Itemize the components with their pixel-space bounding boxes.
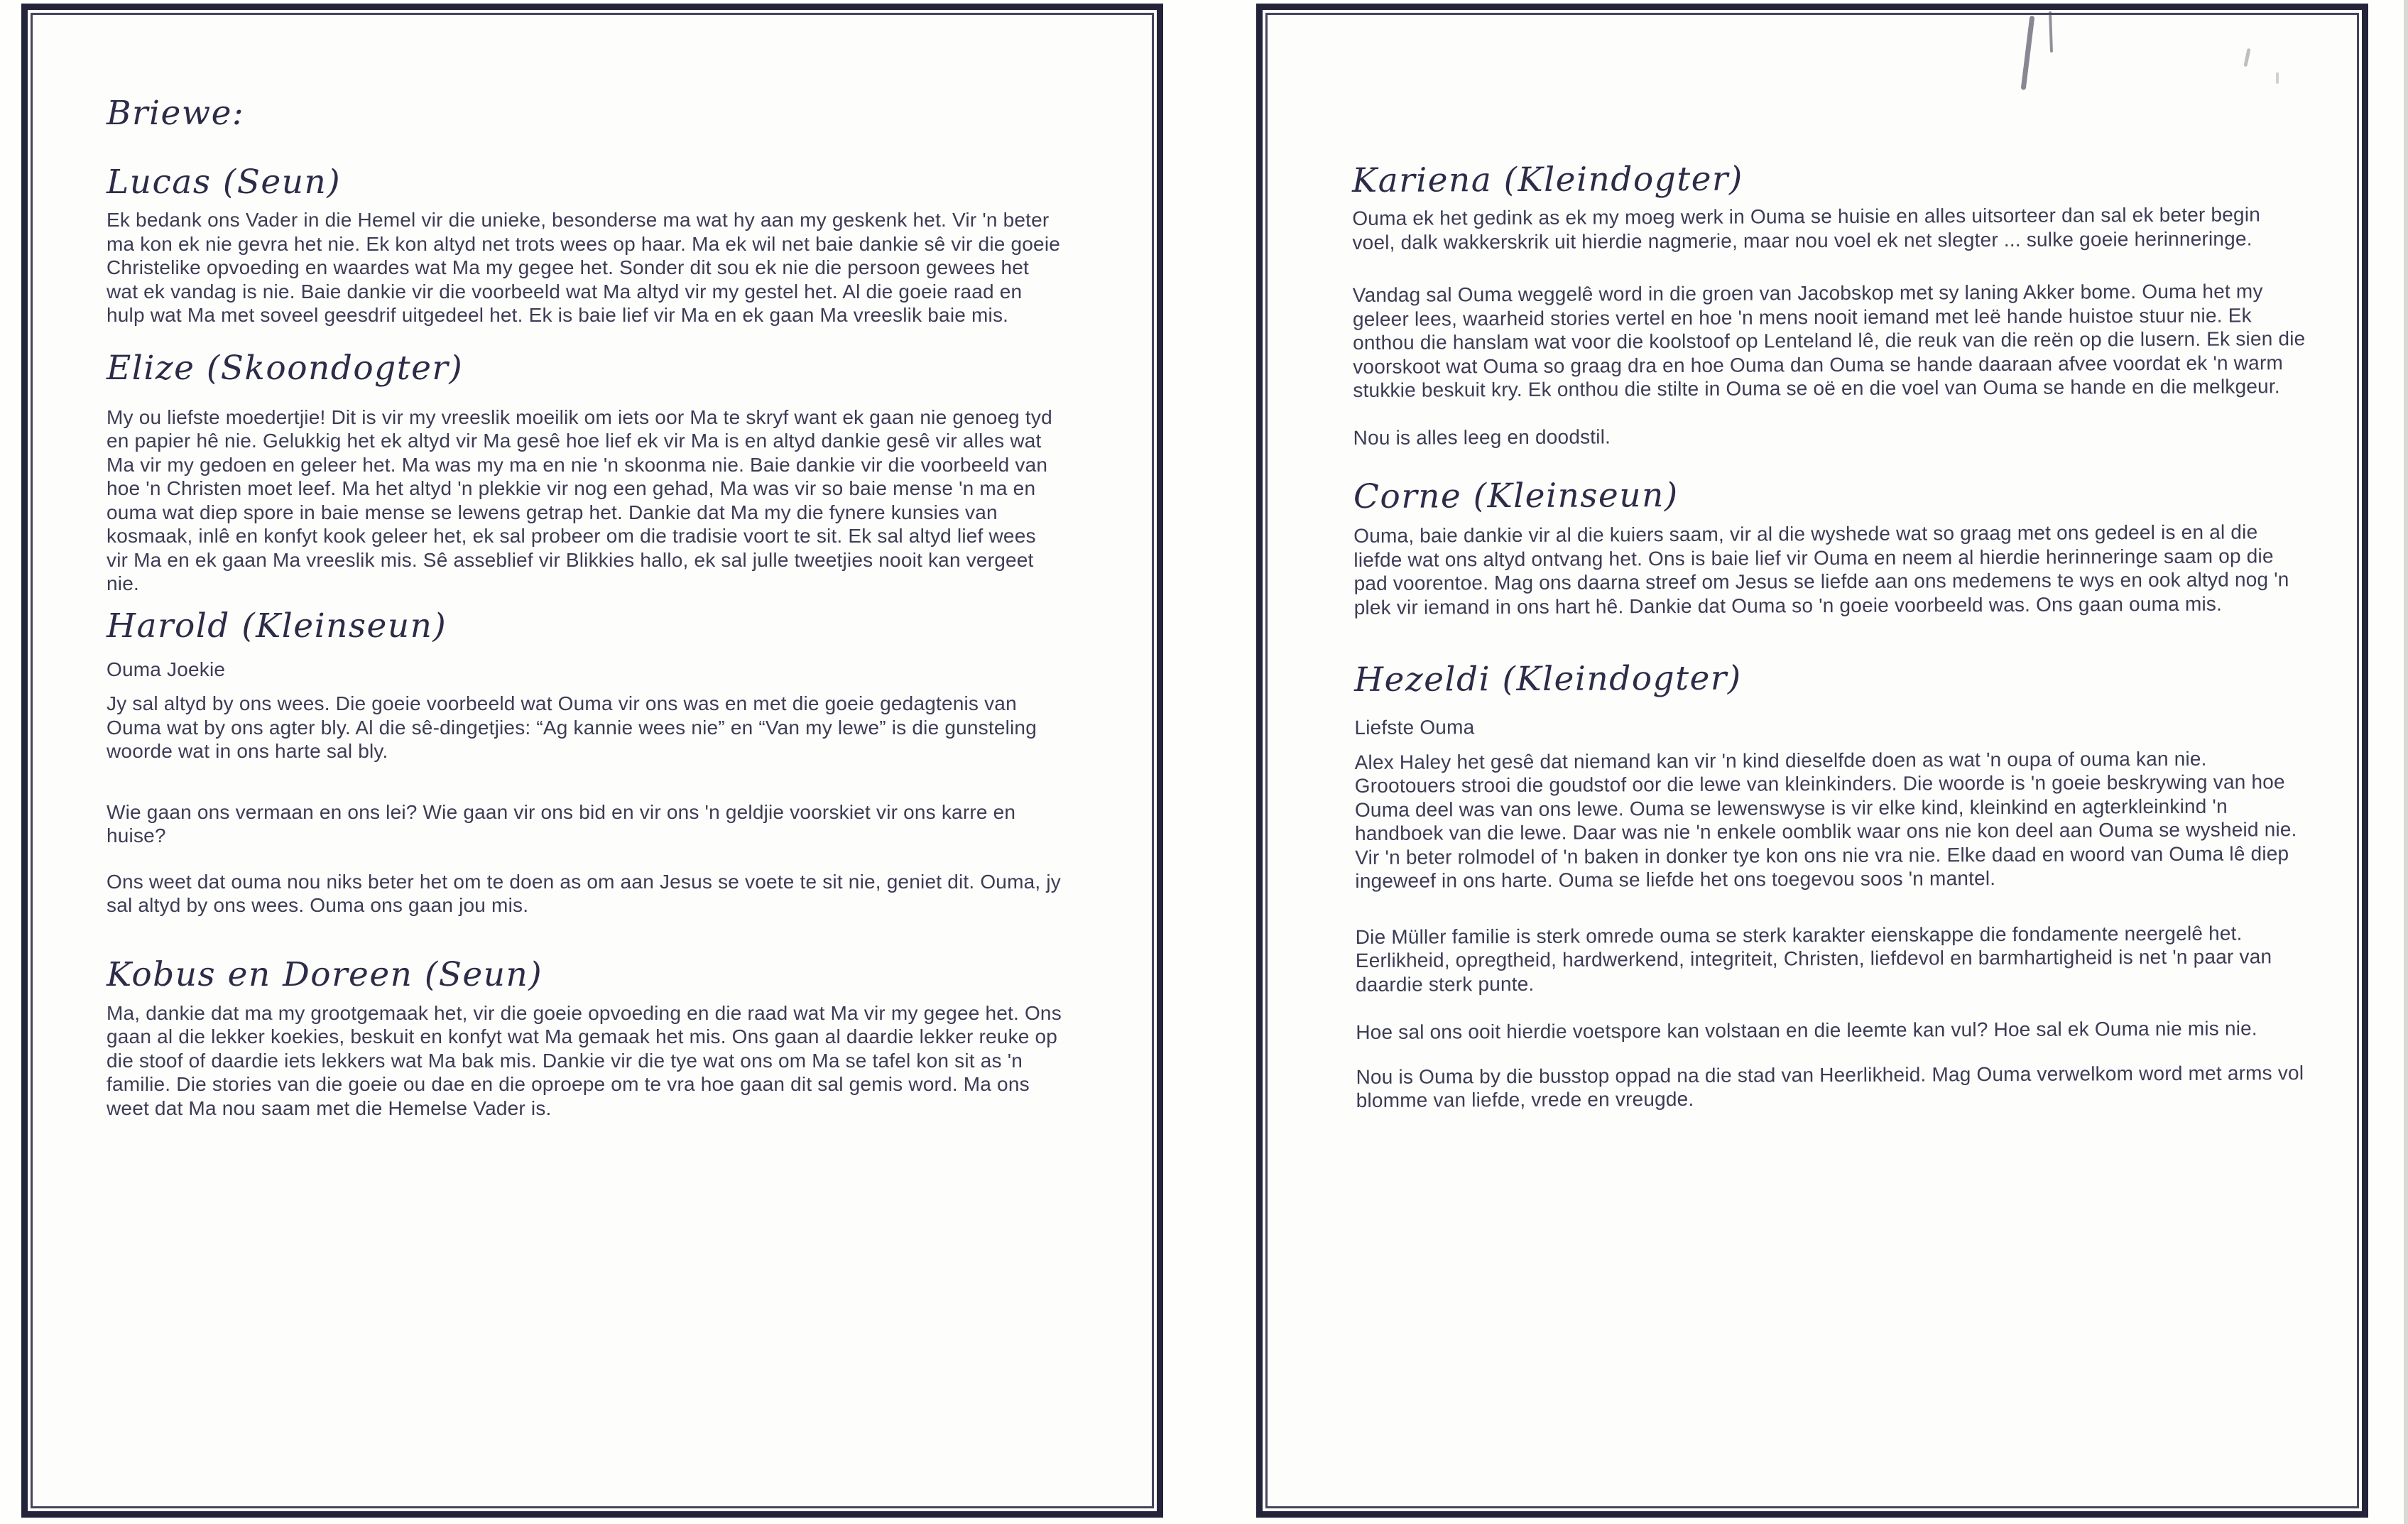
paragraph: Ouma ek het gedink as ek my moeg werk in Ouma se huisie en alles uitsorteer dan sal ek beter begin voel, dalk wakkerskrik uit hierdie nagmerie, maar nou voel ek net slegter ... sulke goeie herinneringe. (1352, 203, 2261, 254)
section-heading-kobus-doreen: Kobus en Doreen (Seun) (107, 954, 543, 994)
section-heading-harold: Harold (Kleinseun) (107, 606, 447, 646)
section-heading-elize: Elize (Skoondogter) (107, 348, 464, 388)
page-left (21, 4, 1163, 1518)
section-heading-lucas: Lucas (Seun) (107, 163, 342, 202)
paragraph: Vandag sal Ouma weggelê word in die groen van Jacobskop met sy laning Akker bome. Ouma het my geleer lees, waarheid stories vertel en hoe 'n mens nooit iemand met leë hande huistoe stuur nie. Ek onthou die hanslam wat voor die koolstoof op Lenteland lê, die reuk van die reën op die lusern. Ek sien die voorskoot wat Ouma so graag dra en hoe Ouma dan Ouma se hande daaraan afvee voordat ek 'n warm stukkie beskuit kry. Ek onthou die stilte in Ouma se oë en die voel van Ouma se hande en die melkgeur. (1352, 280, 2306, 401)
paragraph: Ek bedank ons Vader in die Hemel vir die unieke, besonderse ma wat hy aan my geskenk het. Vir 'n beter ma kon ek nie gevra het nie. Ek kon altyd net trots wees op haar. Ma ek wil net baie dankie sê vir die goeie Christelike opvoeding en waardes wat Ma my gegee het. Sonder dit sou ek nie die persoon gewees het wat ek vandag is nie. Baie dankie vir die voorbeeld wat Ma altyd vir my gestel het. Al die goeie raad en hulp wat Ma met soveel geesdrif uitgedeel het. Ek is baie lief vir Ma en ek gaan Ma vreeslik baie mis. (107, 209, 1061, 326)
paragraph: My ou liefste moedertjie! Dit is vir my vreeslik moeilik om iets oor Ma te skryf want ek gaan nie genoeg tyd en papier hê nie. Gelukkig het ek altyd vir Ma gesê hoe lief ek vir Ma is en altyd dankie gesê vir alles wat Ma vir my gedoen en geleer het. Ma was my ma en nie 'n skoonma nie. Baie dankie vir die voorbeeld van hoe 'n Christen moet leef. Ma het altyd 'n plekkie vir nog een gehad, Ma was vir so baie mense 'n ma en ouma wat diep spore in baie mense se lewens getrap het. Dankie dat Ma my die fynere kunsies van kosmaak, inlê en konfyt kook geleer het, ek sal probeer om die tradisie voort te sit. Ek sal altyd lief wees vir Ma en ek gaan Ma vreeslik mis. Sê asseblief vir Blikkies hallo, ek sal julle tweetjies nooit kan vergeet nie. (107, 406, 1052, 594)
page-right (1256, 4, 2368, 1518)
salutation: Liefste Ouma (1354, 716, 1475, 739)
paragraph: Nou is Ouma by die busstop oppad na die stad van Heerlikheid. Mag Ouma verwelkom word met arms vol blomme van liefde, vrede en vreugde. (1356, 1061, 2304, 1111)
salutation: Ouma Joekie (107, 658, 226, 680)
ink-smudge (2276, 72, 2279, 84)
paragraph: Die Müller familie is sterk omrede ouma se sterk karakter eienskappe die fondamente neergelê het. Eerlikheid, opregtheid, hardwerkend, integriteit, Christen, liefdevol en barmhartigheid is net 'n paar van daardie sterk punte. (1355, 922, 2272, 996)
paragraph: Hoe sal ons ooit hierdie voetspore kan volstaan en die leemte kan vul? Hoe sal ek Ouma nie mis nie. (1356, 1017, 2257, 1043)
paragraph: Nou is alles leeg en doodstil. (1353, 425, 1611, 449)
letters-title: Briewe: (107, 94, 245, 133)
paragraph: Alex Haley het gesê dat niemand kan vir 'n kind dieselfde doen as wat 'n oupa of ouma kan nie. Grootouers strooi die goudstof oor die lewe van kleinkinders. Die woorde is 'n goeie beskrywing van hoe Ouma deel was van ons lewe. Ouma se lewenswyse is vir elke kind, kleinkind en agterkleinkind 'n handboek van die lewe. Daar was nie 'n enkele oomblik waar ons nie kon deel aan Ouma se wysheid nie. Vir 'n beter rolmodel of 'n baken in donker tye kon ons nie vra nie. Elke daad en woord van Ouma lê diep ingeweef in ons harte. Ouma se liefde het ons toegevou soos 'n mantel. (1354, 747, 2297, 892)
section-heading-hezeldi: Hezeldi (Kleindogter) (1353, 658, 1742, 700)
paragraph: Ons weet dat ouma nou niks beter het om te doen as om aan Jesus se voete te sit nie, geniet dit. Ouma, jy sal altyd by ons wees. Ouma ons gaan jou mis. (107, 870, 1061, 916)
page-right-content (1351, 6, 2309, 1112)
ink-speck (487, 1062, 491, 1068)
section-heading-kariena: Kariena (Kleindogter) (1351, 159, 1743, 200)
paragraph: Ouma, baie dankie vir al die kuiers saam, vir al die wyshede wat so graag met ons gedeel is en al die liefde wat ons altyd ontvang het. Ons is baie lief vir Ouma en neem al hierdie herinneringe saam op die pad voorentoe. Mag ons daarna streef om Jesus se liefde aan ons medemens te wys en ook altyd nog 'n plek vir iemand in ons hart hê. Dankie dat Ouma so 'n goeie voorbeeld was. Ons gaan ouma mis. (1353, 521, 2289, 619)
paragraph: Jy sal altyd by ons wees. Die goeie voorbeeld wat Ouma vir ons was en met die goeie gedagtenis van Ouma wat by ons agter bly. Al die sê-dingetjies: “Ag kannie wees nie” en “Van my lewe” is die gunsteling woorde wat in ons harte sal bly. (107, 692, 1037, 762)
paragraph: Wie gaan ons vermaan en ons lei? Wie gaan vir ons bid en vir ons 'n geldjie voorskiet vir ons karre en huise? (107, 800, 1016, 847)
paragraph: Ma, dankie dat ma my grootgemaak het, vir die goeie opvoeding en die raad wat Ma vir my gegee het. Ons gaan al die lekker koekies, beskuit en konfyt wat Ma gemaak het mis. Ons gaan al daardie lekker reuke op die stoof of daardie iets lekkers wat Ma bak mis. Dankie vir die tye wat ons om Ma se tafel kon sit as 'n familie. Die stories van die goeie ou dae en die oproepe om te vra hoe gaan dit sal gemis word. Ma ons weet dat Ma nou saam met die Hemelse Vader is. (107, 1001, 1062, 1119)
page-left-content (107, 10, 1062, 1120)
scan-edge-shadow (2404, 0, 2408, 1524)
section-heading-corne: Corne (Kleinseun) (1353, 475, 1679, 516)
